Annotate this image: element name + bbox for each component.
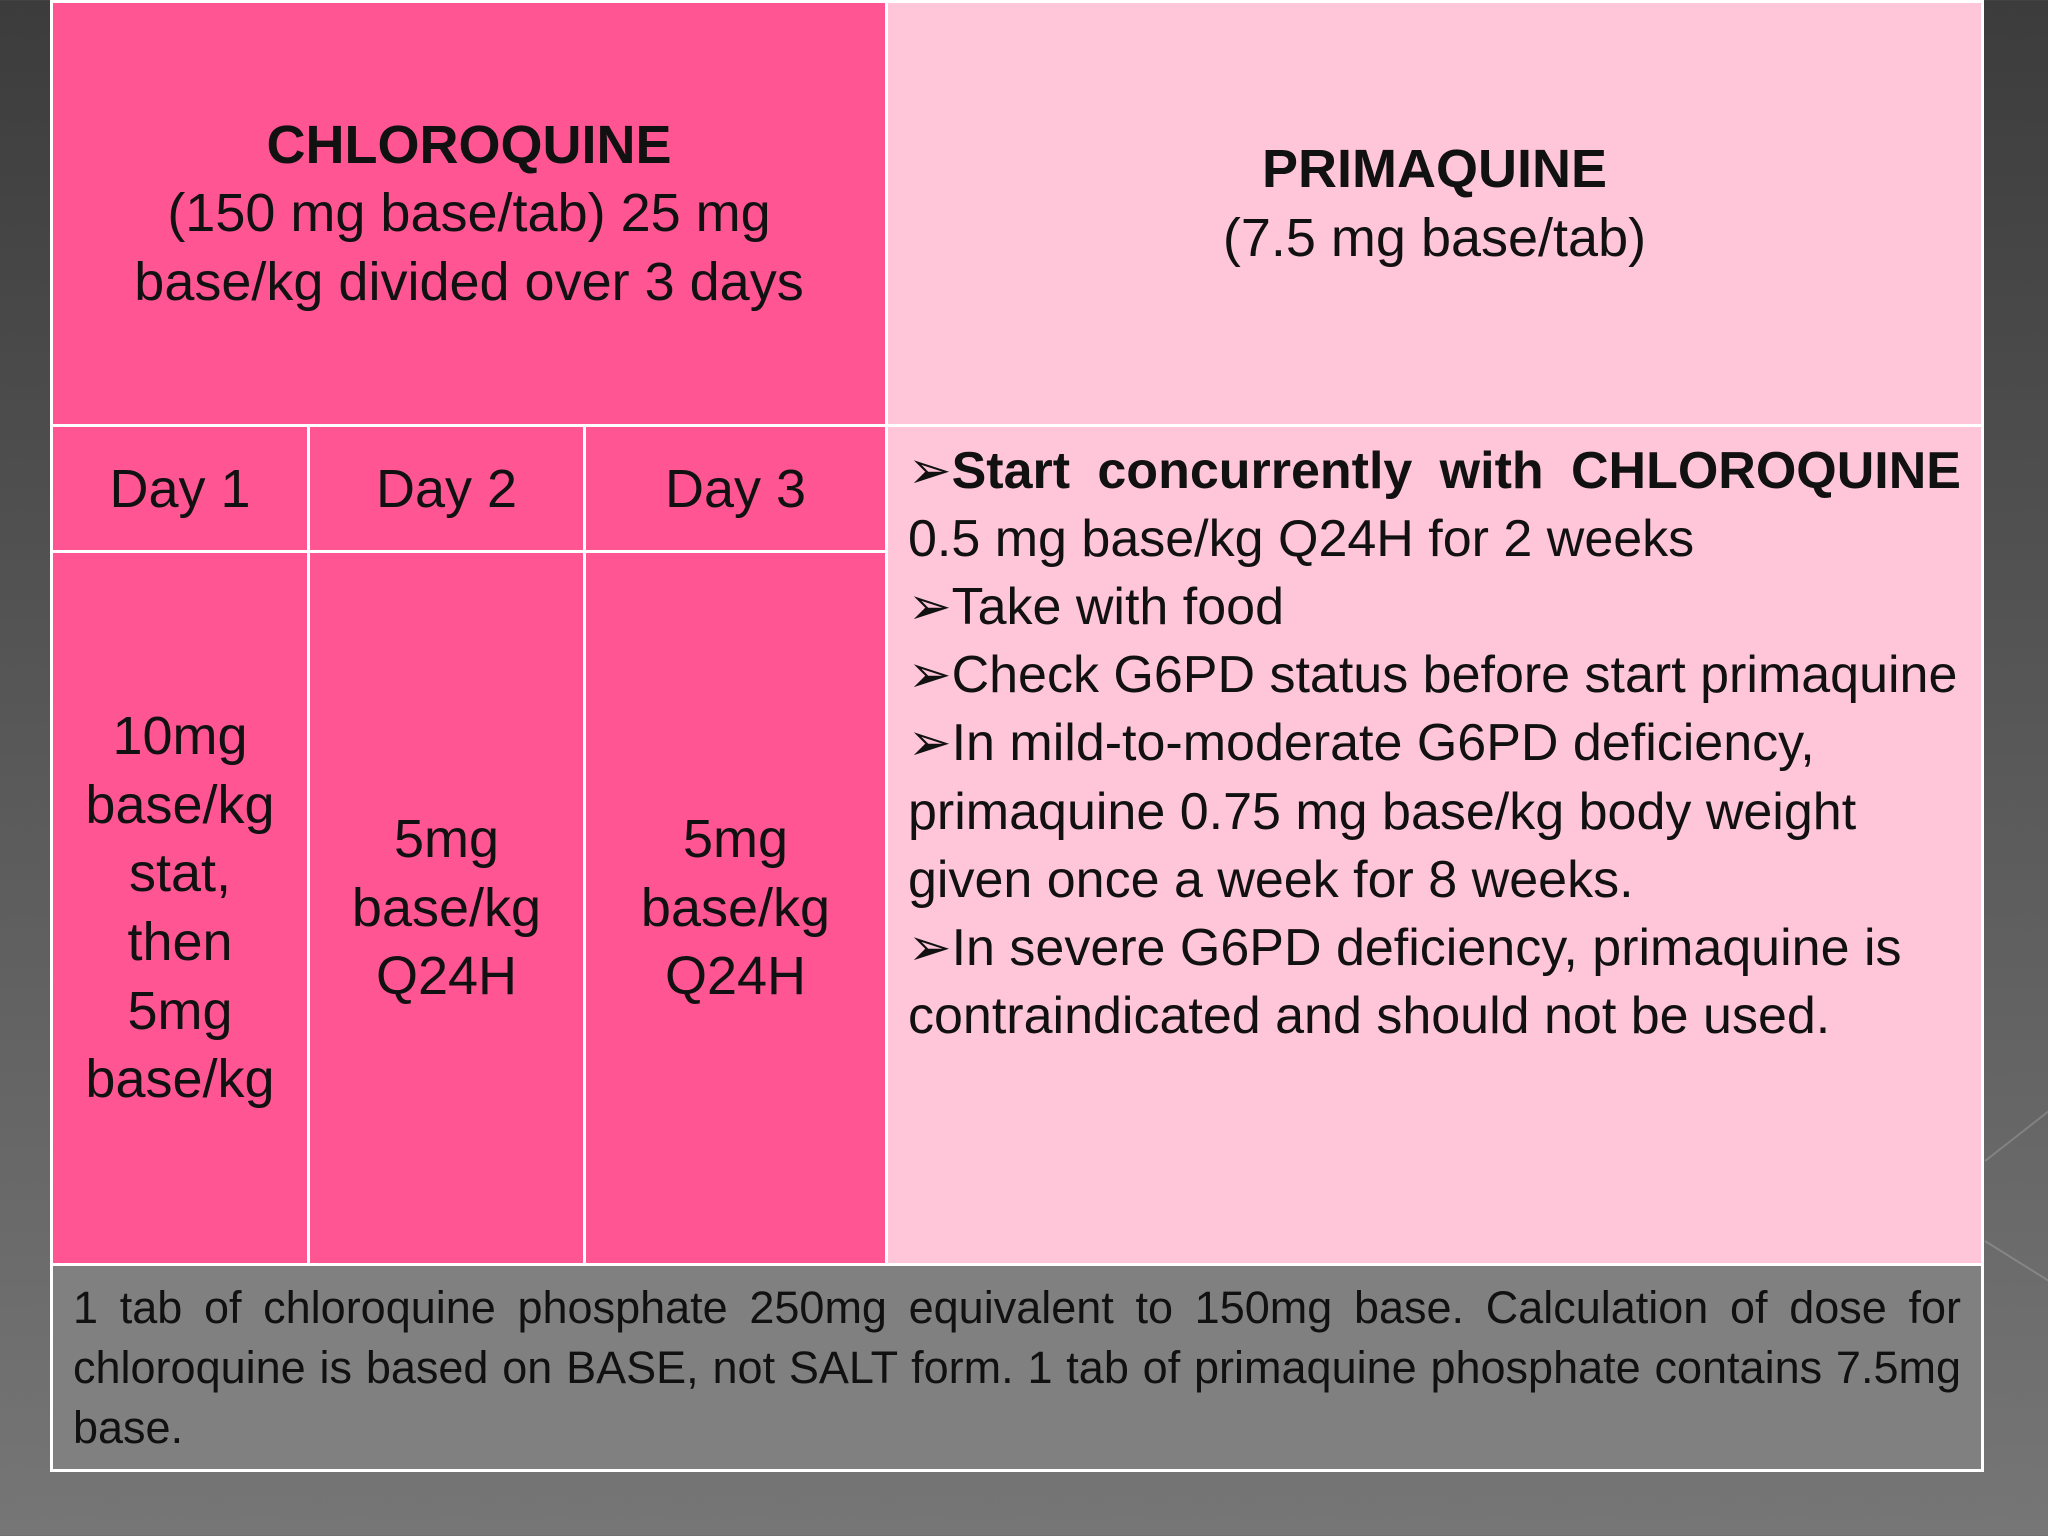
arrow-bullet-icon: ➢	[908, 646, 952, 705]
background-decoration	[1984, 1105, 2048, 1162]
bullet-concurrent-text: 0.5 mg base/kg Q24H for 2 weeks	[908, 510, 1695, 569]
footer-note: 1 tab of chloroquine phosphate 250mg equivalent to 150mg base. Calculation of dose for chloroquine is based on BASE, not SALT form. 1 tab of primaquine phosphate contains 7.5mg base.	[52, 1265, 1983, 1471]
primaquine-cell	[887, 2, 1983, 1265]
day-1-header: Day 1	[52, 426, 309, 552]
bullet-severe-deficiency	[908, 914, 1961, 1050]
bullet-g6pd-check-text: Check G6PD status before start primaquine	[951, 646, 1958, 705]
arrow-bullet-icon: ➢	[908, 918, 952, 977]
day-2-dose	[309, 552, 585, 1265]
bullet-mild-deficiency	[908, 709, 1961, 913]
bullet-food-text: Take with food	[951, 578, 1284, 637]
arrow-bullet-icon: ➢	[908, 714, 952, 773]
bullet-concurrent	[908, 437, 1961, 573]
dosage-table	[50, 0, 1984, 1472]
bullet-severe-deficiency-text: In severe G6PD deficiency, primaquine is contraindicated and should not be used.	[908, 918, 1902, 1045]
bullet-concurrent-bold: Start concurrently with CHLOROQUINE	[951, 442, 1961, 500]
dose-line: 10mg	[112, 706, 248, 767]
arrow-bullet-icon: ➢	[908, 442, 952, 500]
bullet-mild-deficiency-text: In mild-to-moderate G6PD deficiency, primaquine 0.75 mg base/kg body weight given once a week for 8 weeks.	[908, 714, 1857, 909]
primaquine-subtitle: (7.5 mg base/tab)	[1222, 207, 1647, 268]
chloroquine-header	[52, 2, 887, 426]
dose-line: base/kg	[85, 1049, 275, 1110]
arrow-bullet-icon: ➢	[908, 578, 952, 637]
day-3-dose	[585, 552, 887, 1265]
chloroquine-subtitle: (150 mg base/tab) 25 mg base/kg divided over 3 days	[134, 183, 804, 312]
chloroquine-title: CHLOROQUINE	[266, 114, 672, 175]
dose-line: base/kg	[640, 877, 831, 938]
dose-line: 5mg	[127, 980, 233, 1041]
dose-line: Q24H	[375, 946, 518, 1007]
background-decoration	[1984, 1240, 2048, 1289]
dose-line: Q24H	[664, 946, 807, 1007]
primaquine-header	[888, 3, 1981, 427]
dose-line: then	[127, 912, 233, 972]
primaquine-instructions	[888, 427, 1981, 1058]
dose-line: stat,	[128, 843, 232, 904]
bullet-food	[908, 573, 1961, 641]
dose-line: 5mg	[682, 809, 789, 870]
day-1-dose	[52, 552, 309, 1265]
day-3-header: Day 3	[585, 426, 887, 552]
dose-line: 5mg	[393, 809, 500, 870]
dose-line: base/kg	[351, 877, 542, 938]
day-2-header: Day 2	[309, 426, 585, 552]
bullet-g6pd-check	[908, 641, 1961, 709]
dose-line: base/kg	[85, 774, 275, 835]
primaquine-title: PRIMAQUINE	[1261, 138, 1607, 199]
